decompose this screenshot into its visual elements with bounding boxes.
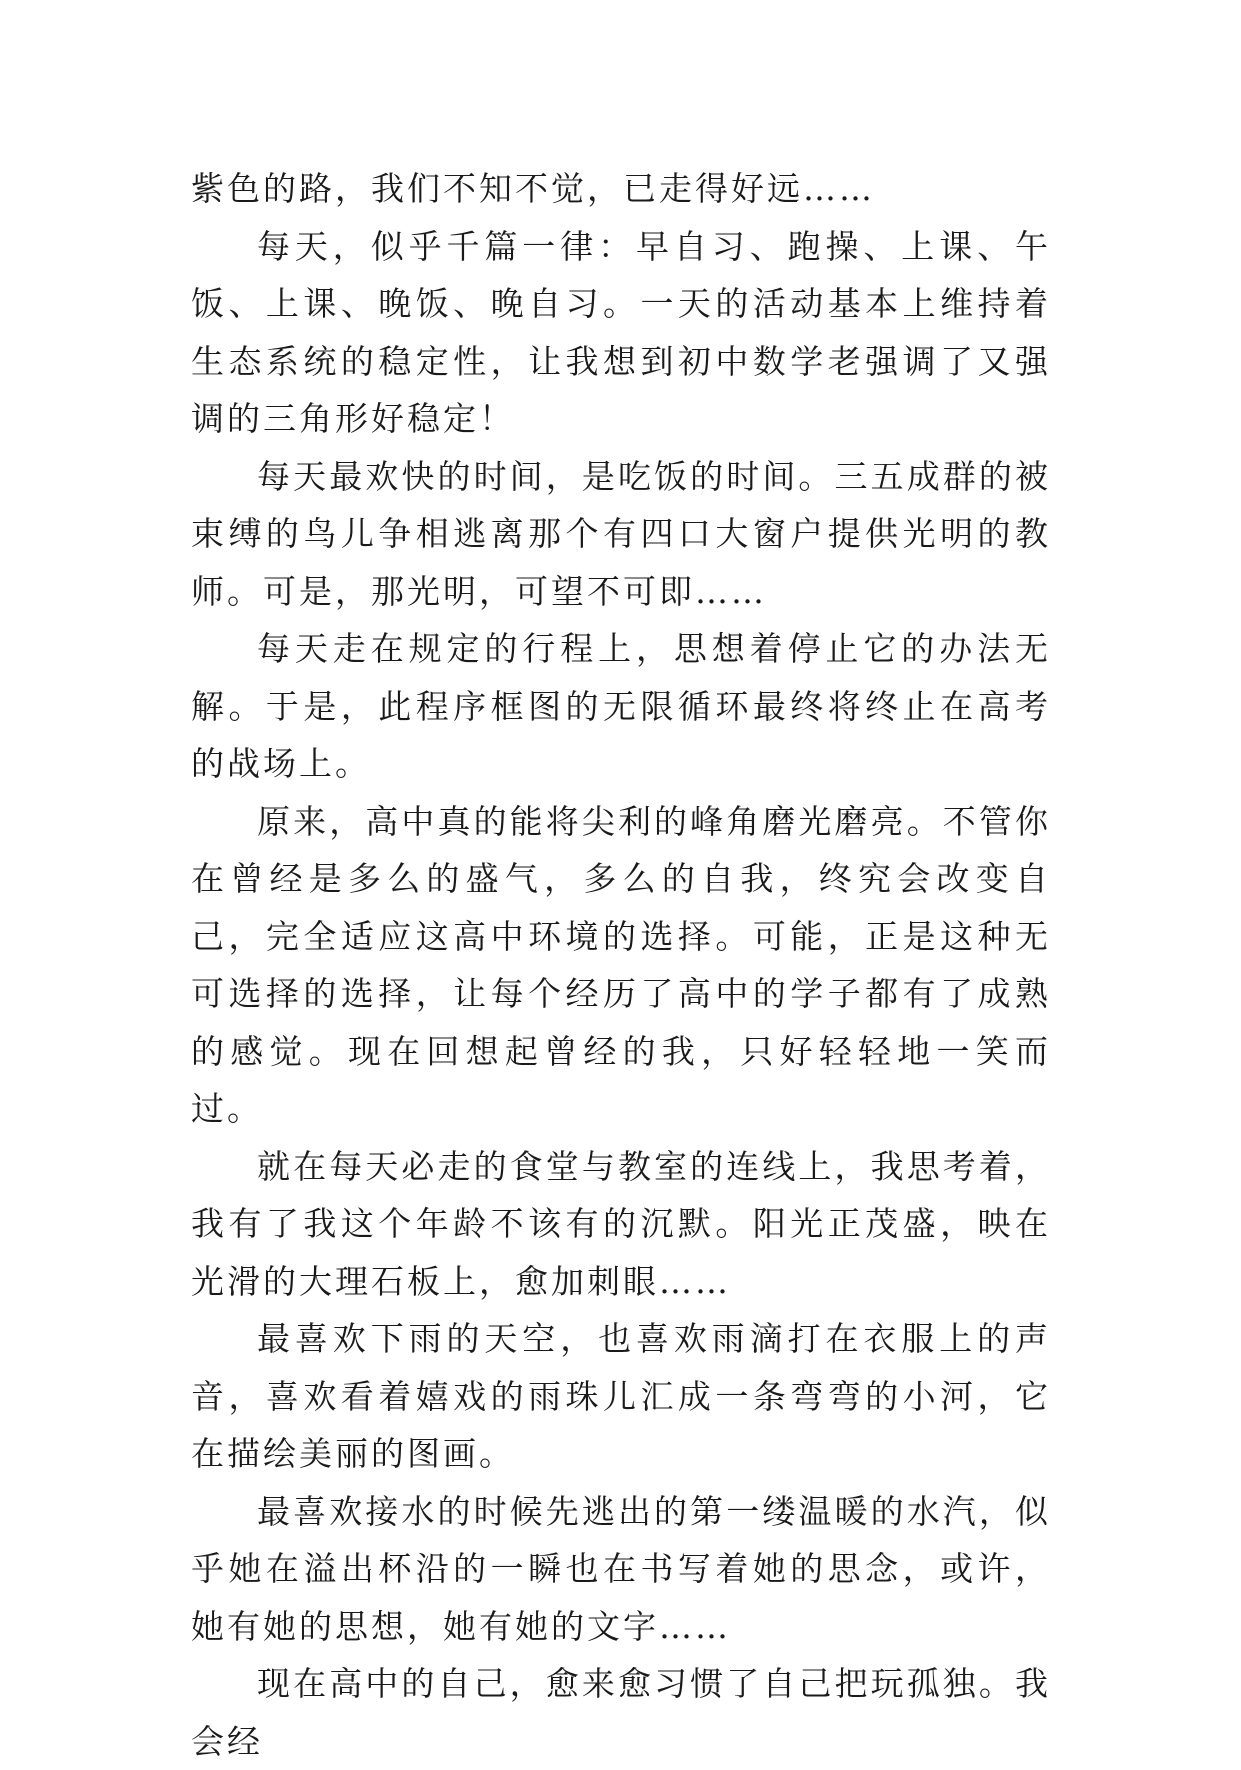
paragraph-1: 紫色的路，我们不知不觉，已走得好远……: [191, 169, 875, 208]
paragraph-4: 每天走在规定的行程上，思想着停止它的办法无解。于是，此程序框图的无限循环最终将终止在高考的战场上。: [191, 629, 1051, 783]
paragraph-2: 每天，似乎千篇一律：早自习、跑操、上课、午饭、上课、晚饭、晚自习。一天的活动基本上维持着生态系统的稳定性，让我想到初中数学老强调了又强调的三角形好稳定！: [191, 226, 1051, 438]
paragraph-6: 就在每天必走的食堂与教室的连线上，我思考着，我有了我这个年龄不该有的沉默。阳光正茂盛，映在光滑的大理石板上，愈加刺眼……: [191, 1146, 1051, 1301]
paragraph-7: 最喜欢下雨的天空，也喜欢雨滴打在衣服上的声音，喜欢看着嬉戏的雨珠儿汇成一条弯弯的小河，它在描绘美丽的图画。: [191, 1319, 1051, 1473]
paragraph-9: 现在高中的自己，愈来愈习惯了自己把玩孤独。我会经: [191, 1664, 1051, 1761]
paragraph-8: 最喜欢接水的时候先逃出的第一缕温暖的水汽，似乎她在溢出杯沿的一瞬也在书写着她的思念，或许，她有她的思想，她有她的文字……: [191, 1491, 1051, 1646]
paragraph-5: 原来，高中真的能将尖利的峰角磨光磨亮。不管你在曾经是多么的盛气，多么的自我，终究会改变自己，完全适应这高中环境的选择。可能，正是这种无可选择的选择，让每个经历了高中的学子都有了成熟的感觉。现在回想起曾经的我，只好轻轻地一笑而过。: [191, 801, 1051, 1128]
paragraph-3: 每天最欢快的时间，是吃饭的时间。三五成群的被束缚的鸟儿争相逃离那个有四口大窗户提供光明的教师。可是，那光明，可望不可即……: [191, 456, 1051, 611]
document-body: [191, 160, 1051, 1770]
